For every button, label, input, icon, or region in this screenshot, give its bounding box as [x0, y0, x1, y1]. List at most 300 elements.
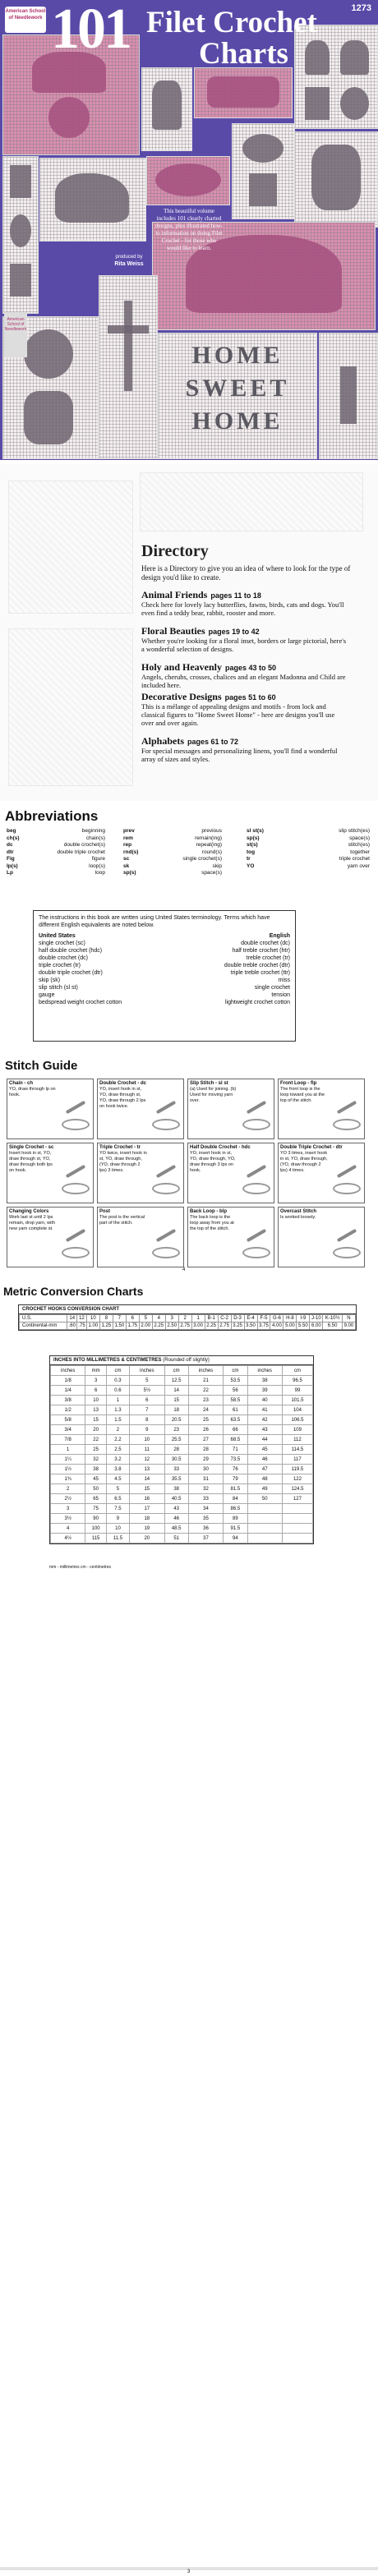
abbreviation-code: Ip(s) [7, 862, 18, 869]
stitch-description: YO 3 times, insert hook in st, YO, draw through, (YO, draw through 2 lps) 4 times. [280, 1151, 328, 1173]
table-cell: 23 [188, 1396, 223, 1405]
table-cell: 12 [130, 1455, 164, 1465]
table-cell [282, 1534, 312, 1543]
stitch-name: Single Crochet - sc [9, 1145, 54, 1150]
table-cell: 94 [224, 1534, 247, 1543]
yarn-loop-illustration [152, 1183, 180, 1194]
table-cell [247, 1534, 282, 1543]
cover-title-line2: Charts [199, 37, 288, 71]
abbreviation-code: prev [123, 828, 135, 834]
abbreviation-meaning: double crochet(s) [63, 842, 105, 848]
stitch-description: The back loop is the loop away from you at the top of the stitch. [190, 1215, 234, 1231]
hooks-conversion-table [18, 1304, 357, 1331]
hook-size-metric: 3.75 [257, 1322, 270, 1330]
table-cell: 91.5 [224, 1524, 247, 1534]
table-cell: 42 [247, 1415, 282, 1425]
stitch-description: Is worked loosely. [280, 1215, 316, 1220]
table-cell: 18 [164, 1405, 188, 1415]
table-cell: 34 [188, 1504, 223, 1514]
abbreviation-entry [7, 842, 105, 849]
directory-section-text: Check here for lovely lacy butterflies, fawns, birds, cats and dogs. You'll even find a teddy bear, rabbit, rooster and more. [141, 600, 344, 617]
table-cell: 8 [130, 1415, 164, 1425]
table-cell: 50 [247, 1494, 282, 1504]
table-cell: 12.5 [164, 1376, 188, 1386]
abbreviation-code: sl st(s) [247, 828, 264, 834]
table-cell: 49 [247, 1484, 282, 1494]
table-cell: 79 [224, 1474, 247, 1484]
table-cell [247, 1504, 282, 1514]
table-cell [282, 1504, 312, 1514]
table-cell: 68.5 [224, 1435, 247, 1445]
hook-size-us: B-1 [205, 1315, 218, 1322]
hook-size-metric: 1.25 [99, 1322, 113, 1330]
stitch-guide-cell [97, 1143, 184, 1203]
hook-size-metric: 3.50 [244, 1322, 257, 1330]
table-cell: 6 [85, 1386, 106, 1396]
hook-size-us: K-10½ [323, 1315, 343, 1322]
table-cell: 17 [130, 1504, 164, 1514]
table-cell: 3 [85, 1376, 106, 1386]
table-cell: 33 [188, 1494, 223, 1504]
table-cell: 104 [282, 1405, 312, 1415]
table-cell: 25 [188, 1415, 223, 1425]
table-cell: 7 [130, 1405, 164, 1415]
terminology-row [34, 962, 295, 969]
abbreviation-entry [247, 856, 370, 863]
background-lace [140, 472, 363, 531]
table-cell: 3 [51, 1504, 85, 1514]
stitch-guide-cell [187, 1079, 274, 1139]
table-cell: 21 [188, 1376, 223, 1386]
yarn-loop-illustration [242, 1119, 270, 1130]
table-cell: 30 [188, 1465, 223, 1474]
terminology-row [34, 947, 295, 954]
inches-column-header: cm [224, 1366, 247, 1376]
table-row [51, 1435, 313, 1445]
credit-name: Rita Weiss [114, 261, 144, 267]
abbreviation-entry [123, 870, 222, 877]
table-cell: 2 [51, 1484, 85, 1494]
inches-column-header: inches [247, 1366, 282, 1376]
abbreviation-entry [7, 856, 105, 863]
stitch-guide-page [0, 1056, 378, 1277]
table-cell: 1¾ [51, 1474, 85, 1484]
table-cell: 7.5 [106, 1504, 129, 1514]
table-row [51, 1455, 313, 1465]
table-cell: 63.5 [224, 1415, 247, 1425]
credit-label: produced by [115, 255, 143, 260]
english-term: half treble crochet (htr) [232, 948, 290, 954]
abbreviation-meaning: loop(s) [89, 862, 105, 869]
directory-intro: Here is a Directory to give you an idea of where to look for the type of design you'd like to create. [141, 564, 351, 582]
abbreviation-column [7, 828, 105, 877]
table-cell: 0.6 [106, 1386, 129, 1396]
us-term: double triple crochet (dtr) [39, 970, 103, 976]
table-cell: 39 [247, 1386, 282, 1396]
directory-page [0, 464, 378, 801]
abbreviation-code: beg [7, 828, 16, 834]
table-cell: 101.5 [282, 1396, 312, 1405]
inches-column-header: cm [164, 1366, 188, 1376]
abbreviation-code: rnd(s) [123, 849, 139, 855]
abbreviation-code: rem [123, 835, 133, 841]
table-cell: 89 [224, 1514, 247, 1524]
table-cell: 20 [130, 1534, 164, 1543]
hook-size-metric: 2.25 [205, 1322, 218, 1330]
hook-size-us: J-10 [310, 1315, 323, 1322]
table-row [51, 1484, 313, 1494]
hook-size-us: I-9 [297, 1315, 310, 1322]
chart-tile [39, 158, 146, 242]
table-cell: 40.5 [164, 1494, 188, 1504]
inches-column-header: cm [106, 1366, 129, 1376]
inches-column-header: cm [282, 1366, 312, 1376]
stitch-guide-cell [7, 1143, 94, 1203]
abbreviation-entry [7, 863, 105, 871]
hook-size-metric: 3.25 [231, 1322, 244, 1330]
stitch-guide-cell [7, 1207, 94, 1267]
table-cell: 51 [164, 1534, 188, 1543]
inches-column-header: inches [130, 1366, 164, 1376]
chart-tile [99, 275, 158, 459]
terminology-header: United States English [39, 933, 290, 939]
cover-blurb: This beautiful volume includes 101 clearly charted designs, plus illustrated how-to information on doing Filet Crochet - for those who would like to learn. [154, 208, 224, 251]
abbreviation-code: Lp [7, 870, 13, 876]
table-cell: 9 [130, 1425, 164, 1435]
abbreviation-meaning: loop [94, 870, 105, 876]
chart-tile [294, 131, 378, 228]
inches-column-header: mm [85, 1366, 106, 1376]
table-cell: 1 [51, 1445, 85, 1455]
stitch-name: Post [99, 1209, 111, 1214]
crochet-hook-illustration [66, 1229, 86, 1242]
table-cell: 45 [85, 1474, 106, 1484]
terminology-row [34, 977, 295, 984]
yarn-loop-illustration [242, 1247, 270, 1258]
table-cell: 35.5 [164, 1474, 188, 1484]
background-lace [8, 628, 133, 786]
abbreviation-code: sp(s) [247, 835, 260, 841]
table-cell: 40 [247, 1396, 282, 1405]
directory-section-heading: Holy and Heavenly pages 43 to 50 [141, 661, 277, 673]
abbreviation-column [123, 828, 222, 877]
table-cell: 4.5 [106, 1474, 129, 1484]
table-cell: 25 [85, 1445, 106, 1455]
hook-size-metric: 6.00 [310, 1322, 323, 1330]
table-cell: 86.5 [224, 1504, 247, 1514]
table-cell: 61 [224, 1405, 247, 1415]
table-cell: 81.5 [224, 1484, 247, 1494]
table-cell: 100 [85, 1524, 106, 1534]
hook-size-us: C-2 [218, 1315, 231, 1322]
table-cell: 47 [247, 1465, 282, 1474]
chart-tile [194, 67, 293, 118]
table-cell: 1/4 [51, 1386, 85, 1396]
table-cell: 46 [164, 1514, 188, 1524]
yarn-loop-illustration [333, 1119, 361, 1130]
table-cell: 6 [130, 1396, 164, 1405]
table-cell: 32 [188, 1484, 223, 1494]
table-cell: 48.5 [164, 1524, 188, 1534]
table-cell: 10 [85, 1396, 106, 1405]
english-term: double crochet (dc) [241, 941, 290, 946]
table-cell: 106.5 [282, 1415, 312, 1425]
table-cell: 1/2 [51, 1405, 85, 1415]
table-cell: 14 [130, 1474, 164, 1484]
yarn-loop-illustration [152, 1247, 180, 1258]
cover-title-line1: Filet Crochet [146, 6, 317, 39]
stitch-name: Double Triple Crochet - dtr [280, 1145, 343, 1150]
terminology-row [34, 991, 295, 999]
publisher-logo: American School of Needlework [5, 7, 46, 33]
table-cell: 19 [130, 1524, 164, 1534]
crochet-hook-illustration [247, 1165, 267, 1178]
us-term: double crochet (dc) [39, 955, 88, 961]
abbreviation-meaning: single crochet(s) [182, 856, 222, 862]
table-row [51, 1514, 313, 1524]
table-cell: 3.2 [106, 1455, 129, 1465]
abbreviation-code: tr [247, 856, 251, 862]
english-term: treble crochet (tr) [246, 955, 290, 961]
directory-section-text: This is a mélange of appealing designs and motifs - from lock and classical figures to "Home Sweet Home" - here are designs you'll use over and over again. [141, 702, 335, 727]
directory-section-text: Angels, cherubs, crosses, chalices and an elegant Madonna and Child are included here. [141, 673, 346, 689]
table-row [51, 1425, 313, 1435]
abbreviation-column [247, 828, 370, 870]
table-cell: 76 [224, 1465, 247, 1474]
table-cell: 45 [247, 1445, 282, 1455]
table-cell: 4 [51, 1524, 85, 1534]
abbreviation-meaning: slip stitch(es) [339, 828, 370, 834]
crochet-hook-illustration [66, 1101, 86, 1114]
table-cell: 10 [106, 1524, 129, 1534]
table-cell: 29 [188, 1455, 223, 1465]
table-cell: 23 [164, 1425, 188, 1435]
abbreviation-code: sp(s) [123, 870, 136, 876]
crochet-hook-illustration [156, 1165, 177, 1178]
page-number: 4 [182, 1267, 186, 1272]
table-row [51, 1504, 313, 1514]
table-row [51, 1396, 313, 1405]
hook-size-us: 1 [191, 1315, 205, 1322]
hook-size-metric: .75 [78, 1323, 85, 1328]
table-cell: 31 [188, 1474, 223, 1484]
chart-tile [319, 333, 378, 459]
yarn-loop-illustration [62, 1119, 90, 1130]
abbreviation-meaning: space(s) [201, 870, 222, 876]
hook-size-us: 14 [67, 1315, 77, 1322]
table-row [51, 1474, 313, 1484]
crochet-hook-illustration [66, 1165, 86, 1178]
stitch-description: Work last st until 2 lps remain, drop yarn, with new yarn complete st. [9, 1215, 55, 1231]
stitch-name: Changing Colors [9, 1209, 49, 1214]
table-row [51, 1494, 313, 1504]
us-term: triple crochet (tr) [39, 963, 81, 968]
table-row [51, 1465, 313, 1474]
table-cell: 22 [85, 1435, 106, 1445]
table-cell: 53.5 [224, 1376, 247, 1386]
table-row [51, 1534, 313, 1543]
hooks-row-label: U.S. [20, 1315, 67, 1322]
stitch-name: Front Loop - flp [280, 1081, 317, 1086]
publisher-logo-vertical: American School of Needlework [4, 312, 27, 357]
abbreviation-meaning: round(s) [201, 849, 222, 855]
hook-size-metric: 5.50 [297, 1322, 310, 1330]
chart-tile [146, 156, 230, 205]
hook-size-metric: 1.50 [113, 1322, 126, 1330]
directory-section-heading: Alphabets pages 61 to 72 [141, 735, 239, 747]
table-cell: 25.5 [164, 1435, 188, 1445]
english-term: lightweight crochet cotton [225, 1000, 290, 1005]
table-cell: 43 [164, 1504, 188, 1514]
crochet-hook-illustration [247, 1229, 267, 1242]
stitch-description: The post is the vertical part of the stitch. [99, 1215, 145, 1226]
table-cell: 65 [85, 1494, 106, 1504]
table-cell: 16 [130, 1494, 164, 1504]
yarn-loop-illustration [242, 1183, 270, 1194]
table-cell: 96.5 [282, 1376, 312, 1386]
stitch-guide-cell [7, 1079, 94, 1139]
directory-section-text: Whether you're looking for a floral inset, borders or large pictorial, here's a wonderful selection of designs. [141, 637, 347, 653]
abbreviation-entry [7, 828, 105, 835]
hook-size-us: G-6 [270, 1315, 284, 1322]
table-cell: 3½ [51, 1514, 85, 1524]
table-cell: 2.5 [106, 1445, 129, 1455]
table-row [51, 1376, 313, 1386]
abbreviation-entry [123, 835, 222, 843]
hook-size-us: H-8 [284, 1315, 297, 1322]
table-cell: 41 [247, 1405, 282, 1415]
table-cell: 9 [106, 1514, 129, 1524]
hook-size-us: D-3 [231, 1315, 244, 1322]
table-cell: 124.5 [282, 1484, 312, 1494]
directory-section-heading: Animal Friends pages 11 to 18 [141, 589, 261, 600]
abbreviation-entry [7, 849, 105, 857]
stitch-name: Back Loop - blp [190, 1209, 227, 1214]
hook-size-us: N [342, 1315, 355, 1322]
stitch-description: YO, insert hook in st, YO, draw through st, YO, draw through 2 lps on hook twice. [99, 1087, 146, 1109]
crochet-hook-illustration [337, 1229, 357, 1242]
stitch-name: Double Crochet - dc [99, 1081, 147, 1086]
crochet-hook-illustration [337, 1165, 357, 1178]
table-cell: 28 [188, 1445, 223, 1455]
english-term: single crochet [254, 985, 290, 991]
crochet-hook-illustration [156, 1101, 177, 1114]
table-cell: 13 [85, 1405, 106, 1415]
hook-size-metric: 2.25 [152, 1322, 165, 1330]
stitch-guide-cell [187, 1207, 274, 1267]
table-cell: 15 [85, 1415, 106, 1425]
hook-size-metric: 9.00 [342, 1322, 355, 1330]
inches-column-header: inches [51, 1366, 85, 1376]
terminology-row [34, 999, 295, 1006]
cover-page [0, 0, 378, 460]
table-cell: 32 [85, 1455, 106, 1465]
table-cell: 1¼ [51, 1455, 85, 1465]
table-row [51, 1524, 313, 1534]
sampler-word: HOME [191, 342, 284, 369]
abbreviation-entry [123, 849, 222, 857]
table-cell: 1½ [51, 1465, 85, 1474]
table-cell [247, 1524, 282, 1534]
hook-size-us: 7 [113, 1315, 126, 1322]
table-cell [282, 1524, 312, 1534]
crochet-hook-illustration [337, 1101, 357, 1114]
hook-size-metric: 6.50 [323, 1322, 343, 1330]
english-term: miss [278, 978, 290, 983]
abbreviation-code: tog [247, 849, 256, 855]
table-cell: 6.5 [106, 1494, 129, 1504]
abbreviation-entry [7, 870, 105, 877]
yarn-loop-illustration [333, 1183, 361, 1194]
stitch-guide-cell [97, 1207, 184, 1267]
abbreviation-meaning: repeat(ing) [196, 842, 222, 848]
chart-tile [141, 67, 192, 151]
table-cell: 35 [188, 1514, 223, 1524]
table-row [51, 1405, 313, 1415]
table-cell: 26 [188, 1425, 223, 1435]
table-row [51, 1386, 313, 1396]
table-cell: 3/8 [51, 1396, 85, 1405]
metric-legend: mm - millimetres cm - centimetres [49, 1565, 112, 1570]
table-cell: 5½ [130, 1386, 164, 1396]
yarn-loop-illustration [62, 1247, 90, 1258]
table-cell: 75 [85, 1504, 106, 1514]
abbreviation-entry [123, 828, 222, 835]
abbreviation-meaning: together [350, 849, 370, 855]
abbreviation-code: rep [123, 842, 132, 848]
table-cell: 28 [164, 1445, 188, 1455]
hook-size-us: F-5 [257, 1315, 270, 1322]
table-cell: 43 [247, 1425, 282, 1435]
abbreviation-meaning: previous [201, 828, 222, 834]
table-cell: 24 [188, 1405, 223, 1415]
directory-section-text: For special messages and personalizing linens, you'll find a wonderful array of sizes and styles. [141, 747, 338, 763]
abbreviation-meaning: beginning [81, 828, 105, 834]
sampler-word: SWEET [185, 375, 290, 402]
hook-size-us: 3 [165, 1315, 178, 1322]
table-cell: 1/8 [51, 1376, 85, 1386]
directory-section-heading: Floral Beauties pages 19 to 42 [141, 625, 260, 637]
hook-size-metric: 2.00 [139, 1322, 152, 1330]
us-term: skip (sk) [39, 978, 61, 983]
table-row [51, 1415, 313, 1425]
table-cell: 127 [282, 1494, 312, 1504]
table-cell: 1.3 [106, 1405, 129, 1415]
terminology-row [34, 984, 295, 991]
table-cell: 27 [188, 1435, 223, 1445]
us-term: gauge [39, 992, 55, 998]
hook-size-metric: 2.75 [178, 1322, 191, 1330]
table-cell: 71 [224, 1445, 247, 1455]
abbreviation-meaning: yarn over [347, 862, 370, 869]
table-cell: 36 [188, 1524, 223, 1534]
item-number: 1273 [351, 3, 371, 13]
english-term: triple treble crochet (ttr) [230, 970, 290, 976]
abbreviation-entry [247, 842, 370, 849]
hook-size-us: 2 [178, 1315, 191, 1322]
table-cell: 2.2 [106, 1435, 129, 1445]
abbreviation-meaning: stitch(es) [348, 842, 370, 848]
metric-title: Metric Conversion Charts [3, 1285, 144, 1298]
table-cell: 22 [188, 1386, 223, 1396]
table-cell: 90 [85, 1514, 106, 1524]
stitch-description: YO, draw through lp on hook. [9, 1087, 56, 1097]
inches-column-header: inches [188, 1366, 223, 1376]
directory-title: Directory [141, 542, 209, 560]
abbreviation-meaning: figure [91, 856, 105, 862]
stitch-name: Half Double Crochet - hdc [190, 1145, 251, 1150]
table-cell: 56 [224, 1386, 247, 1396]
